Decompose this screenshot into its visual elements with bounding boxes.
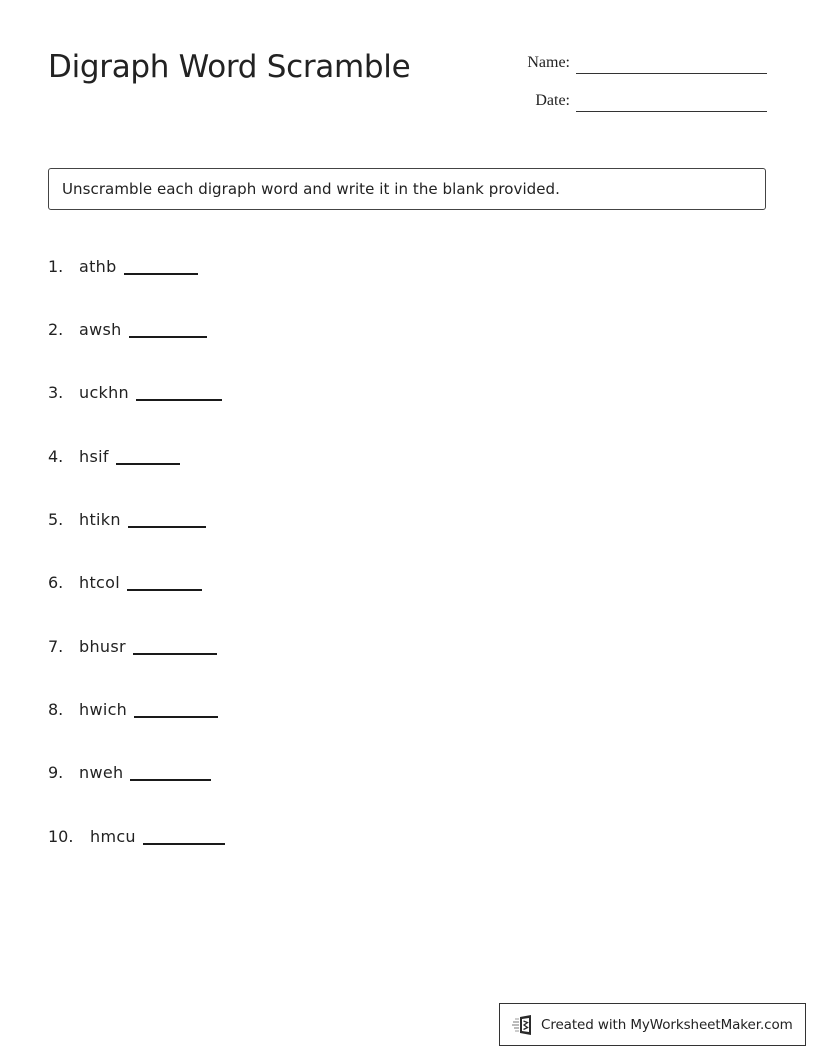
- question-item: [48, 693, 218, 719]
- name-field: [510, 54, 767, 72]
- footer-credit-badge[interactable]: [499, 1003, 806, 1046]
- scrambled-word: htcol: [79, 573, 120, 592]
- scrambled-word: awsh: [79, 320, 122, 339]
- scrambled-word: hsif: [79, 447, 109, 466]
- question-item: [48, 820, 225, 846]
- answer-blank[interactable]: [124, 273, 198, 275]
- scrambled-word: nweh: [79, 763, 124, 782]
- answer-blank[interactable]: [127, 589, 202, 591]
- question-item: [48, 630, 217, 656]
- date-label: Date:: [535, 92, 570, 109]
- scrambled-word: htikn: [79, 510, 121, 529]
- worksheet-maker-logo-icon: [512, 1014, 536, 1036]
- date-field: [510, 92, 767, 110]
- question-item: [48, 756, 211, 782]
- answer-blank[interactable]: [129, 336, 207, 338]
- question-number: 4.: [48, 447, 64, 466]
- question-number: 3.: [48, 383, 64, 402]
- instructions-box: [48, 168, 766, 210]
- name-label: Name:: [527, 54, 570, 71]
- question-number: 9.: [48, 763, 64, 782]
- question-item: [48, 503, 206, 529]
- question-item: [48, 440, 180, 466]
- answer-blank[interactable]: [143, 843, 225, 845]
- scrambled-word: hwich: [79, 700, 128, 719]
- scrambled-word: athb: [79, 257, 117, 276]
- question-number: 10.: [48, 827, 74, 846]
- footer-credit-text: Created with MyWorksheetMaker.com: [541, 1016, 793, 1033]
- scrambled-word: bhusr: [79, 637, 126, 656]
- question-number: 6.: [48, 573, 64, 592]
- instructions-text: Unscramble each digraph word and write it in the blank provided.: [62, 180, 560, 198]
- question-number: 1.: [48, 257, 64, 276]
- question-number: 8.: [48, 700, 64, 719]
- question-item: [48, 313, 207, 339]
- name-blank-line[interactable]: [576, 73, 767, 74]
- question-item: [48, 250, 198, 276]
- question-item: [48, 566, 202, 592]
- date-blank-line[interactable]: [576, 111, 767, 112]
- question-number: 5.: [48, 510, 64, 529]
- question-item: [48, 376, 222, 402]
- answer-blank[interactable]: [136, 399, 222, 401]
- answer-blank[interactable]: [133, 653, 217, 655]
- scrambled-word: hmcu: [90, 827, 136, 846]
- answer-blank[interactable]: [130, 779, 211, 781]
- scrambled-word: uckhn: [79, 383, 129, 402]
- question-number: 7.: [48, 637, 64, 656]
- answer-blank[interactable]: [128, 526, 206, 528]
- question-number: 2.: [48, 320, 64, 339]
- worksheet-title: Digraph Word Scramble: [48, 49, 411, 85]
- answer-blank[interactable]: [134, 716, 218, 718]
- answer-blank[interactable]: [116, 463, 180, 465]
